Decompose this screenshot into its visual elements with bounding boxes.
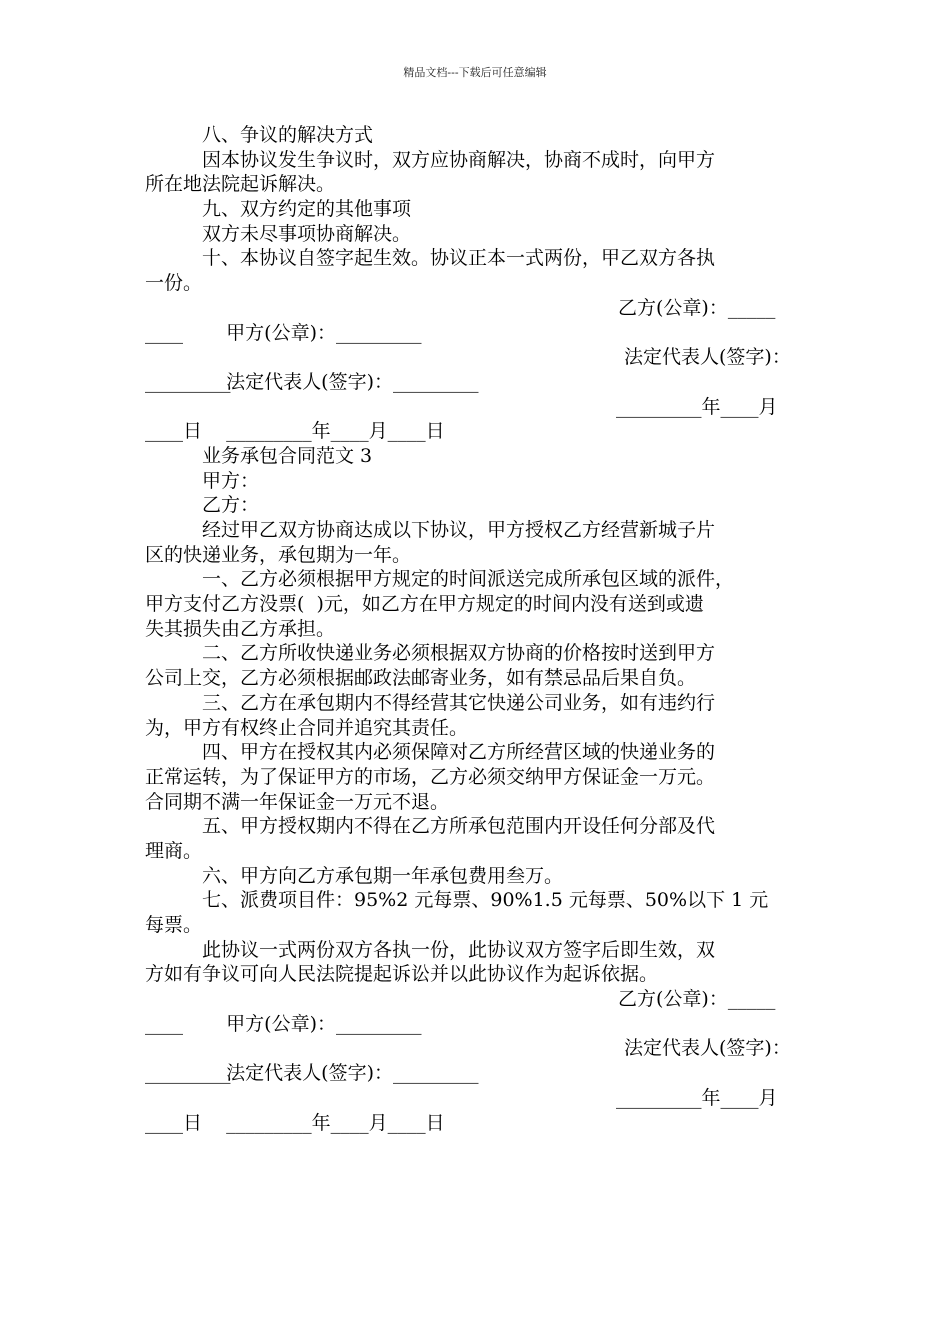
clause-line: 合同期不满一年保证金一万元不退。 xyxy=(145,790,450,813)
paragraph-line: 所在地法院起诉解决。 xyxy=(145,173,336,196)
clause-line: 正常运转，为了保证甲方的市场，乙方必须交纳甲方保证金一万元。 xyxy=(145,765,716,788)
party-b-date: _________年____月 xyxy=(616,1086,778,1109)
seal-line-cont: ____ xyxy=(145,321,183,344)
party-b-representative: 法定代表人(签字)： xyxy=(624,346,791,369)
representative-line xyxy=(145,1036,821,1085)
party-b-representative: 法定代表人(签字)： xyxy=(624,1037,791,1060)
section-heading: 九、双方约定的其他事项 xyxy=(202,198,412,221)
clause-line: 公司上交，乙方必须根据邮政法邮寄业务，如有禁忌品后果自负。 xyxy=(145,667,697,690)
party-b-seal: 乙方(公章)：_____ xyxy=(618,988,776,1011)
clause-line: 七、派费项目件：95%2 元每票、90%1.5 元每票、50%以下 1 元 xyxy=(202,889,769,912)
party-b-date: _________年____月 xyxy=(616,395,778,418)
clause-line: 三、乙方在承包期内不得经营其它快递公司业务，如有违约行 xyxy=(202,691,716,714)
clause-line: 四、甲方在授权其内必须保障对乙方所经营区域的快递业务的 xyxy=(202,741,716,764)
paragraph-line: 经过甲乙双方协商达成以下协议，甲方授权乙方经营新城子片 xyxy=(202,519,716,541)
clause-line: 一、乙方必须根据甲方规定的时间派送完成所承包区域的派件， xyxy=(202,568,735,591)
clause-line: 为，甲方有权终止合同并追究其责任。 xyxy=(145,716,469,739)
clause-line: 失其损失由乙方承担。 xyxy=(145,617,336,640)
paragraph-line: 十、本协议自签字起生效。协议正本一式两份，甲乙双方各执 xyxy=(202,247,716,270)
document-title: 业务承包合同范文 3 xyxy=(202,444,373,467)
paragraph-line: 方如有争议可向人民法院提起诉讼并以此协议作为起诉依据。 xyxy=(145,963,659,986)
representative-line-cont: _________ xyxy=(145,1062,231,1085)
clause-line: 二、乙方所收快递业务必须根据双方协商的价格按时送到甲方 xyxy=(202,642,716,665)
party-a-representative: 法定代表人(签字)：_________ xyxy=(226,370,479,393)
representative-line xyxy=(145,345,821,393)
date-line-cont: ____日 xyxy=(145,420,203,443)
party-a-representative: 法定代表人(签字)：_________ xyxy=(226,1062,479,1085)
clause-line: 五、甲方授权期内不得在乙方所承包范围内开设任何分部及代 xyxy=(202,815,716,838)
party-b-label: 乙方： xyxy=(202,494,260,517)
page-header: 精品文档---下载后可任意编辑 xyxy=(403,66,547,79)
seal-line-cont: ____ xyxy=(145,1012,183,1035)
seal-line xyxy=(145,296,821,344)
party-b-seal: 乙方(公章)：_____ xyxy=(618,296,776,319)
date-line-cont: ____日 xyxy=(145,1111,203,1134)
section-heading: 八、争议的解决方式 xyxy=(202,124,374,146)
representative-line-cont: _________ xyxy=(145,370,231,393)
party-a-date: _________年____月____日 xyxy=(226,420,445,443)
seal-line xyxy=(145,987,821,1035)
clause-line: 每票。 xyxy=(145,914,203,936)
paragraph-line: 双方未尽事项协商解决。 xyxy=(202,222,412,245)
paragraph-line: 一份。 xyxy=(145,272,203,295)
party-a-seal: 甲方(公章)：_________ xyxy=(226,1012,422,1035)
paragraph-line: 因本协议发生争议时，双方应协商解决，协商不成时，向甲方 xyxy=(202,148,716,171)
clause-line: 甲方支付乙方没票( )元，如乙方在甲方规定的时间内没有送到或遗 xyxy=(145,593,704,616)
clause-line: 理商。 xyxy=(145,839,203,862)
clause-line: 六、甲方向乙方承包期一年承包费用叁万。 xyxy=(202,864,564,887)
date-line xyxy=(145,1086,821,1134)
party-a-label: 甲方： xyxy=(202,469,260,492)
paragraph-line: 区的快递业务，承包期为一年。 xyxy=(145,543,412,566)
party-a-date: _________年____月____日 xyxy=(226,1111,445,1134)
paragraph-line: 此协议一式两份双方各执一份，此协议双方签字后即生效，双 xyxy=(202,938,716,961)
date-line xyxy=(145,395,821,443)
party-a-seal: 甲方(公章)：_________ xyxy=(226,321,422,344)
document-body xyxy=(145,123,821,1135)
